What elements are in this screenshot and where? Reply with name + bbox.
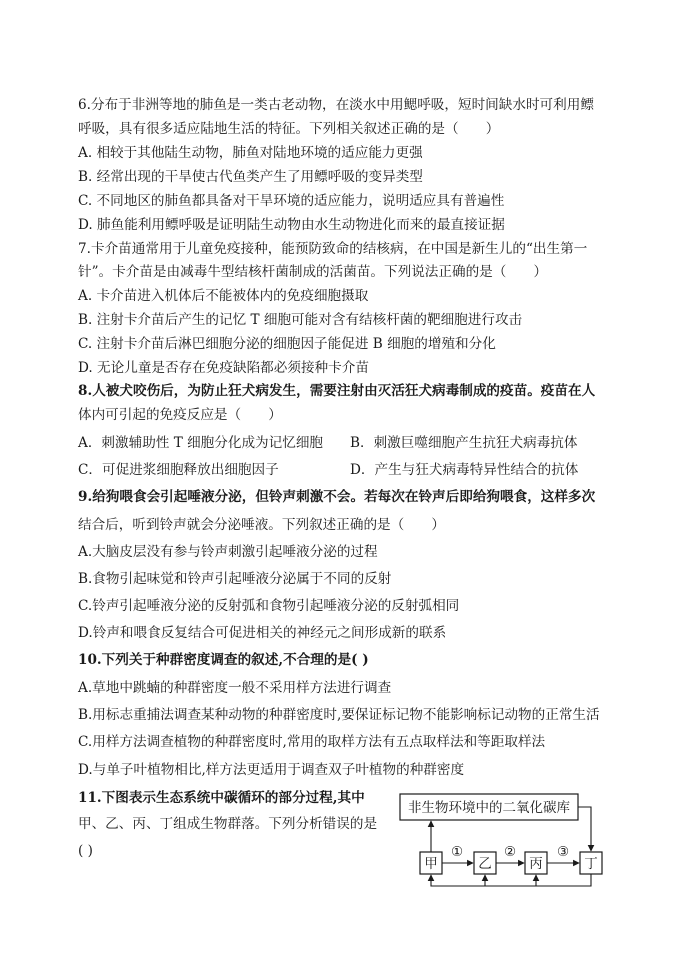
q8-option-b: B．刺激巨噬细胞产生抗狂犬病毒抗体	[350, 435, 578, 451]
node-bing-label: 丙	[529, 856, 543, 872]
q8-stem-line1: 8.人被犬咬伤后，为防止狂犬病发生，需要注射由灭活狂犬病毒制成的疫苗。疫苗在人	[78, 383, 596, 399]
node-jia-label: 甲	[424, 856, 438, 872]
q10-option-a: A.草地中跳蝻的种群密度一般不采用样方法进行调查	[78, 680, 392, 696]
carbon-cycle-diagram	[390, 784, 620, 894]
q7-option-c: C. 注射卡介苗后淋巴细胞分泌的细胞因子能促进 B 细胞的增殖和分化	[78, 336, 496, 352]
q9-stem-line2: 结合后，听到铃声就会分泌唾液。下列叙述正确的是（ ）	[78, 517, 446, 533]
q8-stem-line2: 体内可引起的免疫反应是（ ）	[78, 407, 282, 423]
q9-option-d: D.铃声和喂食反复结合可促进相关的神经元之间形成新的联系	[78, 625, 447, 641]
q6-option-a: A. 相较于其他陆生动物，肺鱼对陆地环境的适应能力更强	[78, 145, 423, 161]
q7-option-b: B. 注射卡介苗后产生的记忆 T 细胞可能对含有结核杆菌的靶细胞进行攻击	[78, 312, 523, 328]
arrow-label-1: ①	[450, 844, 464, 860]
q6-stem-line2: 呼吸，具有很多适应陆地生活的特征。下列相关叙述正确的是（ ）	[78, 121, 500, 137]
q11-stem-line1: 11.下图表示生态系统中碳循环的部分过程,其中	[78, 790, 365, 806]
q6-option-d: D. 肺鱼能利用鳔呼吸是证明陆生动物由水生动物进化而来的最直接证据	[78, 217, 505, 233]
q8-option-a: A．刺激辅助性 T 细胞分化成为记忆细胞	[78, 435, 324, 451]
q11-stem-line2: 甲、乙、丙、丁组成生物群落。下列分析错误的是	[78, 816, 378, 832]
carbon-cycle-svg	[390, 784, 620, 894]
q10-option-d: D.与单子叶植物相比,样方法更适用于调查双子叶植物的种群密度	[78, 762, 465, 778]
q10-stem: 10.下列关于种群密度调查的叙述,不合理的是( )	[78, 652, 369, 668]
q6-option-c: C. 不同地区的肺鱼都具备对干旱环境的适应能力，说明适应具有普遍性	[78, 193, 505, 209]
q8-option-c: C．可促进浆细胞释放出细胞因子	[78, 462, 279, 478]
q10-option-b: B.用标志重捕法调查某种动物的种群密度时,要保证标记物不能影响标记动物的正常生活	[78, 707, 600, 723]
node-ding-label: 丁	[584, 856, 598, 872]
arrow-pool-ding	[578, 807, 591, 851]
q9-option-b: B.食物引起味觉和铃声引起唾液分泌属于不同的反射	[78, 571, 392, 587]
q7-option-d: D. 无论儿童是否存在免疫缺陷都必须接种卡介苗	[78, 360, 369, 376]
q6-option-b: B. 经常出现的干旱使古代鱼类产生了用鳔呼吸的变异类型	[78, 169, 423, 185]
q7-stem-line2: 针”。卡介苗是由减毒牛型结核杆菌制成的活菌苗。下列说法正确的是（ ）	[78, 264, 548, 280]
q7-stem-line1: 7.卡介苗通常用于儿童免疫接种，能预防致命的结核病，在中国是新生儿的“出生第一	[78, 241, 588, 257]
q9-stem-line1: 9.给狗喂食会引起唾液分泌，但铃声刺激不会。若每次在铃声后即给狗喂食，这样多次	[78, 489, 596, 505]
node-yi-label: 乙	[478, 856, 492, 872]
q7-option-a: A. 卡介苗进入机体后不能被体内的免疫细胞摄取	[78, 288, 369, 304]
q9-option-a: A.大脑皮层没有参与铃声刺激引起唾液分泌的过程	[78, 544, 378, 560]
q9-option-c: C.铃声引起唾液分泌的反射弧和食物引起唾液分泌的反射弧相同	[78, 598, 460, 614]
arrow-label-3: ③	[556, 844, 570, 860]
arrow-ding-jia-bottom	[431, 874, 591, 886]
co2-pool-label: 非生物环境中的二氧化碳库	[408, 800, 570, 816]
q11-stem-line3: ( )	[78, 843, 93, 859]
q8-option-d: D．产生与狂犬病毒特异性结合的抗体	[350, 462, 579, 478]
q10-option-c: C.用样方法调查植物的种群密度时,常用的取样方法有五点取样法和等距取样法	[78, 734, 546, 750]
arrow-label-2: ②	[503, 844, 517, 860]
q6-stem-line1: 6.分布于非洲等地的肺鱼是一类古老动物，在淡水中用鳃呼吸，短时间缺水时可利用鳔	[78, 97, 594, 113]
